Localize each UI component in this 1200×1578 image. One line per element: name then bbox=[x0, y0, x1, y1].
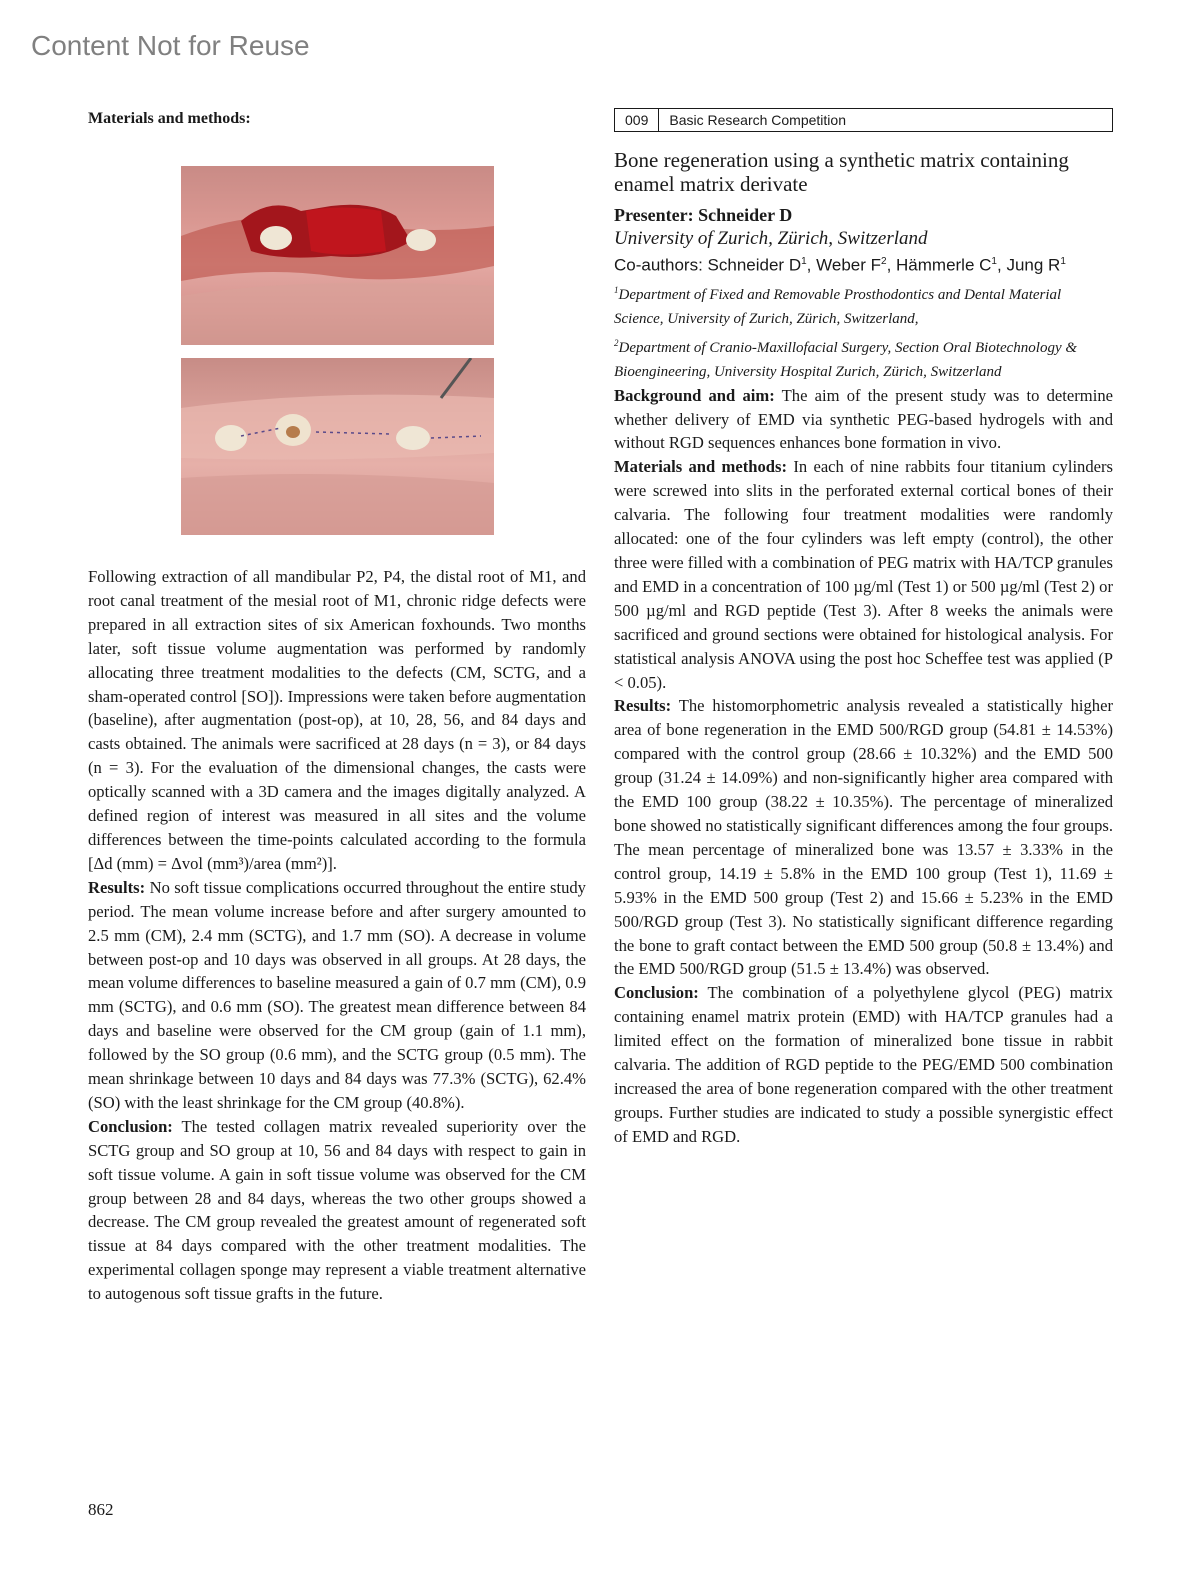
left-section-heading: Materials and methods: bbox=[88, 110, 251, 127]
coauthor-sup: 1 bbox=[801, 256, 807, 267]
conclusion-label-right: Conclusion: bbox=[614, 983, 699, 1003]
methods-label-right: Materials and methods: bbox=[614, 457, 788, 477]
results-paragraph bbox=[88, 876, 586, 1115]
clinical-photo-top bbox=[181, 166, 494, 345]
background-text: The aim of the present study was to determine whether delivery of EMD via synthetic PEG-based hydrogels with and without RGD sequences enhances bone formation in vivo. bbox=[614, 385, 1113, 453]
coauthor: Weber F bbox=[816, 255, 881, 275]
coauthor-sup: 2 bbox=[881, 256, 887, 267]
affiliation-1-text: Department of Fixed and Removable Prosthodontics and Dental Material Science, University of Zurich, Zürich, Switzerland, bbox=[614, 286, 1062, 327]
affiliation-1 bbox=[614, 278, 1113, 331]
abstract-badge bbox=[614, 108, 1113, 132]
abstract-title: Bone regeneration using a synthetic matrix containing enamel matrix derivate bbox=[614, 148, 1069, 196]
affiliation-2-text: Department of Cranio-Maxillofacial Surgery, Section Oral Biotechnology & Bioengineering, University Hospital Zurich, Zürich, Switzerland bbox=[614, 339, 1078, 380]
presenter: Presenter: Schneider D bbox=[614, 205, 793, 225]
coauthor-sup: 1 bbox=[991, 256, 997, 267]
abstract-number: 009 bbox=[615, 109, 659, 131]
conclusion-text: The tested collagen matrix revealed superiority over the SCTG group and SO group at 10, 56 and 84 days with respect to gain in soft tissue volume. A gain in soft tissue volume was observed for the CM group between 28 and 84 days, whereas the two other groups showed a decrease. The CM group revealed the greatest amount of regenerated soft tissue at 84 days compared with the other treatment modalities. The experimental collagen sponge may represent a viable treatment alternative to autogenous soft tissue grafts in the future. bbox=[88, 1116, 586, 1304]
results-paragraph-right bbox=[614, 694, 1113, 981]
background-label: Background and aim: bbox=[614, 385, 775, 405]
institution: University of Zurich, Zürich, Switzerland bbox=[614, 228, 928, 249]
affiliation-2 bbox=[614, 331, 1113, 384]
background-paragraph bbox=[614, 384, 1113, 456]
conclusion-label: Conclusion: bbox=[88, 1116, 173, 1136]
methods-text-right: In each of nine rabbits four titanium cylinders were screwed into slits in the perforated external cortical bones of their calvaria. The following four treatment modalities were randomly allocated: one of the four cylinders was left empty (control), the other three were filled with a combination of PEG matrix with HA/TCP granules and EMD in a concentration of 100 µg/ml (Test 1) or 500 µg/ml (Test 2) or 500 µg/ml and RGD peptide (Test 3). After 8 weeks the animals were sacrificed and ground sections were obtained for histological analysis. For statistical analysis ANOVA using the post hoc Scheffee test was applied (P < 0.05). bbox=[614, 457, 1113, 692]
results-text-right: The histomorphometric analysis revealed a statistically higher area of bone regeneration in the EMD 500/RGD group (54.81 ± 14.53%) compared with the control group (28.66 ± 10.32%) and the EMD 500 group (31.24 ± 14.09%) and non-significantly higher area compared with the EMD 100 group (38.22 ± 10.35%). The percentage of mineralized bone showed no statistically significant differences among the four groups. The mean percentage of mineralized bone was 13.57 ± 3.33% in the control group, 14.19 ± 5.8% in the EMD 100 group (Test 1), 11.69 ± 5.93% in the EMD 500 group (Test 2) and 15.66 ± 5.23% in the EMD 500/RGD group (Test 3). No statistically significant difference regarding the bone to graft contact between the EMD 500 group (50.8 ± 13.4%) and the EMD 500/RGD group (51.5 ± 13.4%) was observed. bbox=[614, 696, 1113, 979]
coauthor-sup: 1 bbox=[1060, 256, 1066, 267]
abstract-category: Basic Research Competition bbox=[669, 112, 846, 128]
methods-paragraph-right bbox=[614, 455, 1113, 694]
affiliation-1-sup: 1 bbox=[614, 284, 619, 295]
left-abstract-body bbox=[88, 565, 586, 1306]
coauthor: Schneider D bbox=[707, 255, 802, 275]
coauthors: Co-authors: Schneider $D^1$, Weber $F^2$, Hämmerle $C^1$, Jung $R^1$ bbox=[614, 255, 1066, 275]
affiliation-2-sup: 2 bbox=[614, 337, 619, 348]
results-label: Results: bbox=[88, 877, 146, 897]
results-label-right: Results: bbox=[614, 696, 672, 716]
coauthor: Hämmerle C bbox=[896, 255, 992, 275]
conclusion-paragraph-right bbox=[614, 981, 1113, 1148]
coauthor: Jung R bbox=[1006, 255, 1061, 275]
watermark: Content Not for Reuse bbox=[31, 30, 310, 61]
results-text: No soft tissue complications occurred throughout the entire study period. The mean volume increase before and after surgery amounted to 2.5 mm (CM), 2.4 mm (SCTG), and 1.7 mm (SO). A decrease in volume between post-op and 10 days was observed in all groups. At 28 days, the mean volume differences to baseline measured a gain of 0.7 mm (CM), 0.9 mm (SCTG), and 0.6 mm (SO). The greatest mean difference between 84 days and baseline were observed for the CM group (gain of 1.1 mm), followed by the SO group (0.6 mm), and the SCTG group (0.5 mm). The mean shrinkage between 10 days and 84 days was 77.3% (SCTG), 62.4% (SO) with the least shrinkage for the CM group (40.8%). bbox=[88, 877, 586, 1112]
left-column bbox=[88, 110, 586, 128]
conclusion-paragraph bbox=[88, 1115, 586, 1306]
right-abstract-body bbox=[614, 384, 1113, 1149]
methods-paragraph: Following extraction of all mandibular P2, P4, the distal root of M1, and root canal treatment of the mesial root of M1, chronic ridge defects were prepared in all extraction sites of six American foxhounds. Two months later, soft tissue volume augmentation was performed by randomly allocating three treatment modalities to the defects (CM, SCTG, and a sham-operated control [SO]). Impressions were taken before augmentation (baseline), after augmentation (post-op), at 10, 28, 56, and 84 days and casts obtained. The animals were sacrificed at 28 days (n = 3), or 84 days (n = 3). For the evaluation of the dimensional changes, the casts were optically scanned with a 3D camera and the images digitally analyzed. A defined region of interest was measured in all sites and the volume differences between the time-points calculated according to the formula [Δd (mm) = Δvol (mm³)/area (mm²)]. bbox=[88, 567, 586, 873]
conclusion-text-right: The combination of a polyethylene glycol (PEG) matrix containing enamel matrix protein (EMD) with HA/TCP granules had a limited effect on the formation of mineralized bone tissue in rabbit calvaria. The addition of RGD peptide to the PEG/EMD 500 combination increased the area of bone regeneration compared with the other treatment groups. Further studies are indicated to study a possible synergistic effect of EMD and RGD. bbox=[614, 983, 1113, 1146]
clinical-photo-bottom bbox=[181, 358, 494, 535]
coauthors-prefix: Co-authors: bbox=[614, 255, 708, 275]
right-column bbox=[614, 108, 1113, 1149]
page-number: 862 bbox=[88, 1500, 114, 1519]
